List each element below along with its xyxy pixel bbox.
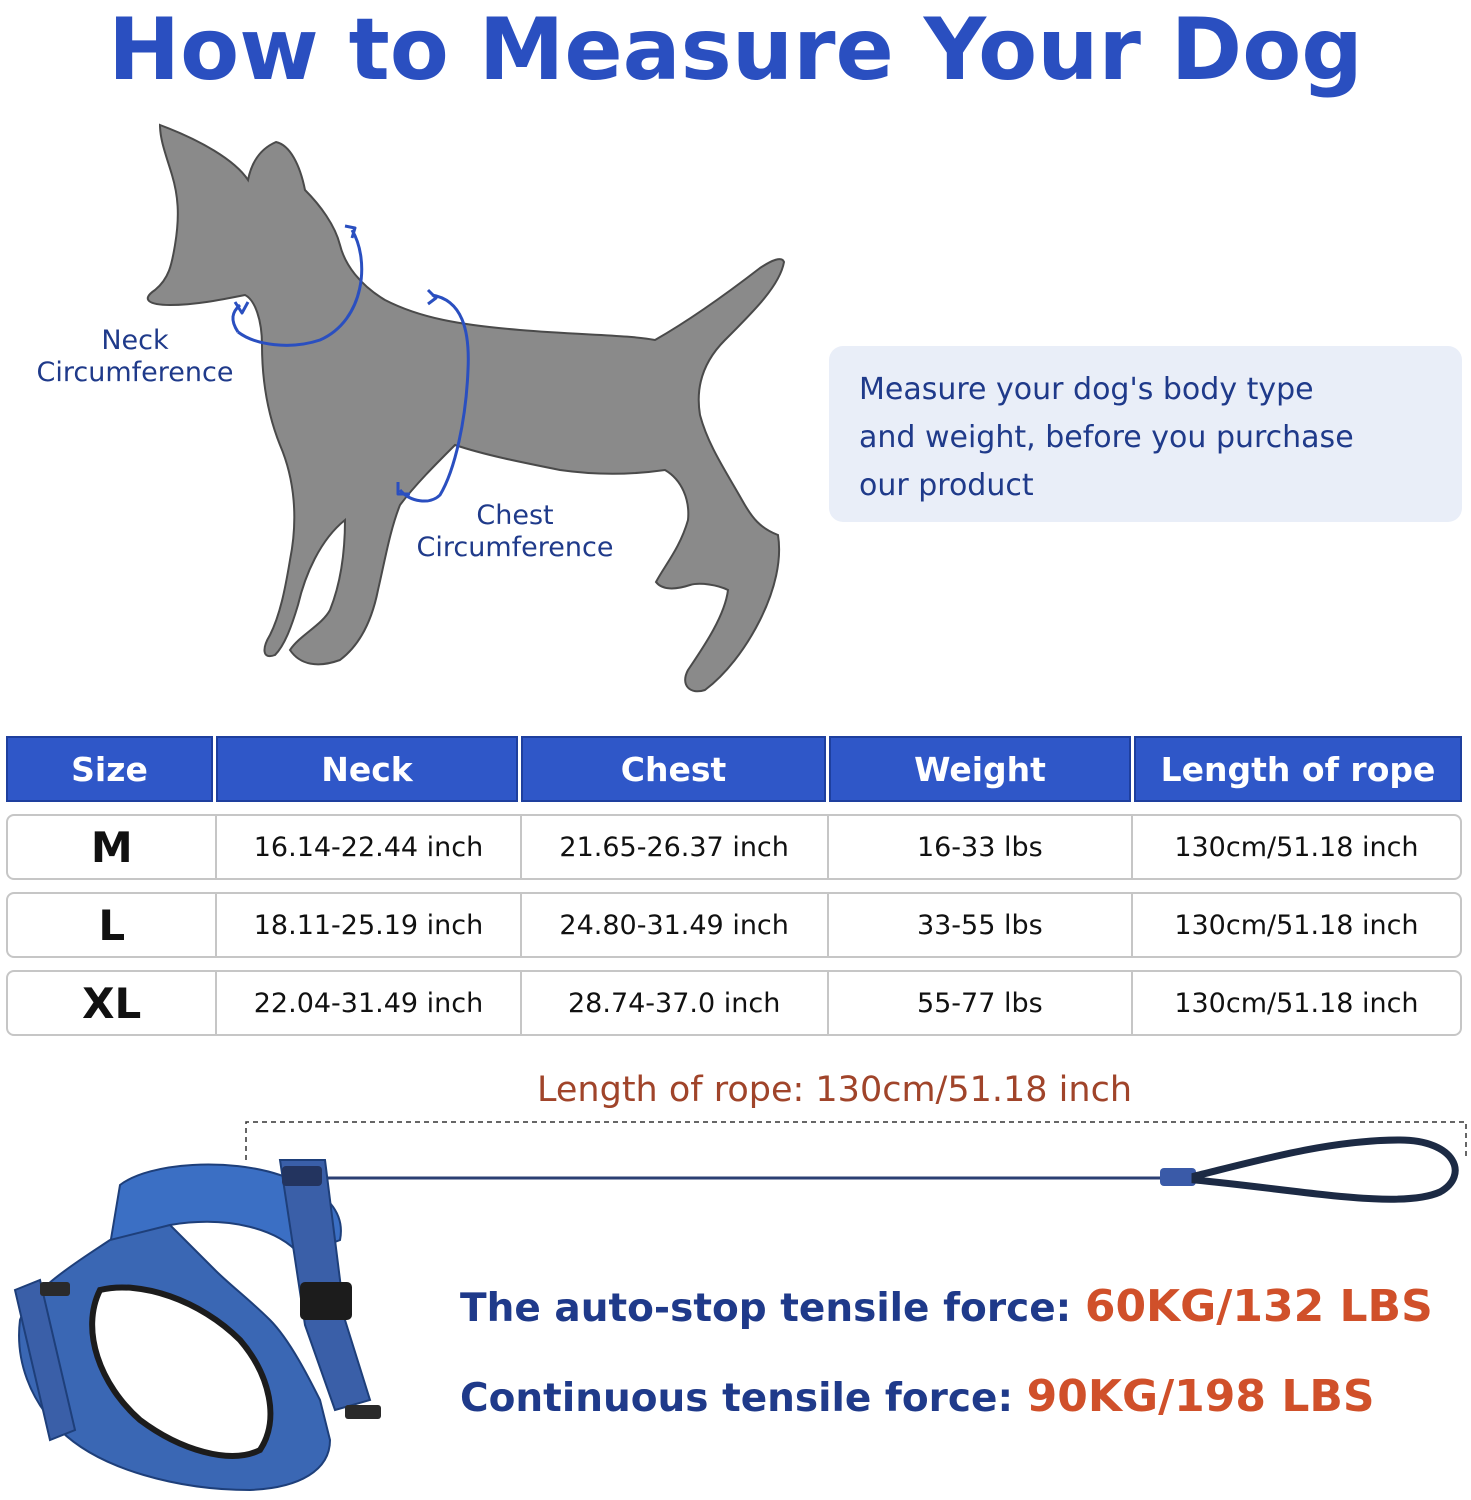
leash-handle-loop xyxy=(1195,1140,1455,1199)
cell-chest: 28.74-37.0 inch xyxy=(522,972,829,1034)
cell-rope-length: 130cm/51.18 inch xyxy=(1174,909,1419,941)
harness-slider-right xyxy=(345,1405,381,1419)
cell-weight: 16-33 lbs xyxy=(829,816,1133,878)
page-title: How to Measure Your Dog xyxy=(108,0,1363,100)
dog-silhouette-diagram xyxy=(0,110,800,710)
rope-length-caption xyxy=(0,1068,1471,1116)
size-chart-table xyxy=(6,736,1462,1036)
header-chest: Chest xyxy=(521,736,829,802)
note-line-1: Measure your dog's body type xyxy=(859,372,1314,407)
cell-chest: 24.80-31.49 inch xyxy=(522,894,829,956)
autostop-force-label: The auto-stop tensile force: xyxy=(460,1286,1085,1331)
header-rope-length: Length of rope xyxy=(1134,736,1462,802)
leash-clip xyxy=(1160,1168,1196,1186)
table-header-row xyxy=(6,736,1462,802)
measure-note-box xyxy=(829,346,1462,522)
neck-circumference-label xyxy=(10,325,260,389)
rope-length-label: Length of rope: 130cm/51.18 inch xyxy=(537,1070,1132,1110)
table-row xyxy=(6,814,1462,880)
cell-size: M xyxy=(8,816,217,878)
cell-weight: 33-55 lbs xyxy=(829,894,1133,956)
cell-chest: 21.65-26.37 inch xyxy=(522,816,829,878)
neck-label-line1: Neck xyxy=(101,325,169,356)
cell-rope-length: 130cm/51.18 inch xyxy=(1174,987,1419,1019)
cell-weight: 55-77 lbs xyxy=(829,972,1133,1034)
cell-size: XL xyxy=(8,972,217,1034)
autostop-force-line xyxy=(460,1282,1433,1334)
chest-circumference-label xyxy=(390,500,640,564)
note-line-2: and weight, before you purchase xyxy=(859,420,1354,455)
header-size: Size xyxy=(6,736,216,802)
continuous-force-line xyxy=(460,1372,1375,1424)
neck-label-line2: Circumference xyxy=(36,357,234,388)
chest-label-line1: Chest xyxy=(476,500,554,531)
cell-neck: 16.14-22.44 inch xyxy=(217,816,521,878)
chest-label-line2: Circumference xyxy=(416,532,614,563)
table-row xyxy=(6,892,1462,958)
cell-neck: 18.11-25.19 inch xyxy=(217,894,521,956)
table-row xyxy=(6,970,1462,1036)
cell-size: L xyxy=(8,894,217,956)
header-neck: Neck xyxy=(216,736,521,802)
harness-handle-ring xyxy=(282,1166,322,1186)
note-line-3: our product xyxy=(859,468,1034,503)
harness-buckle xyxy=(300,1282,352,1320)
autostop-force-value: 60KG/132 LBS xyxy=(1084,1281,1433,1332)
continuous-force-label: Continuous tensile force: xyxy=(460,1376,1027,1421)
header-weight: Weight xyxy=(829,736,1134,802)
cell-rope-length: 130cm/51.18 inch xyxy=(1174,831,1419,863)
harness-slider-left xyxy=(40,1282,70,1296)
cell-neck: 22.04-31.49 inch xyxy=(217,972,521,1034)
continuous-force-value: 90KG/198 LBS xyxy=(1026,1371,1375,1422)
